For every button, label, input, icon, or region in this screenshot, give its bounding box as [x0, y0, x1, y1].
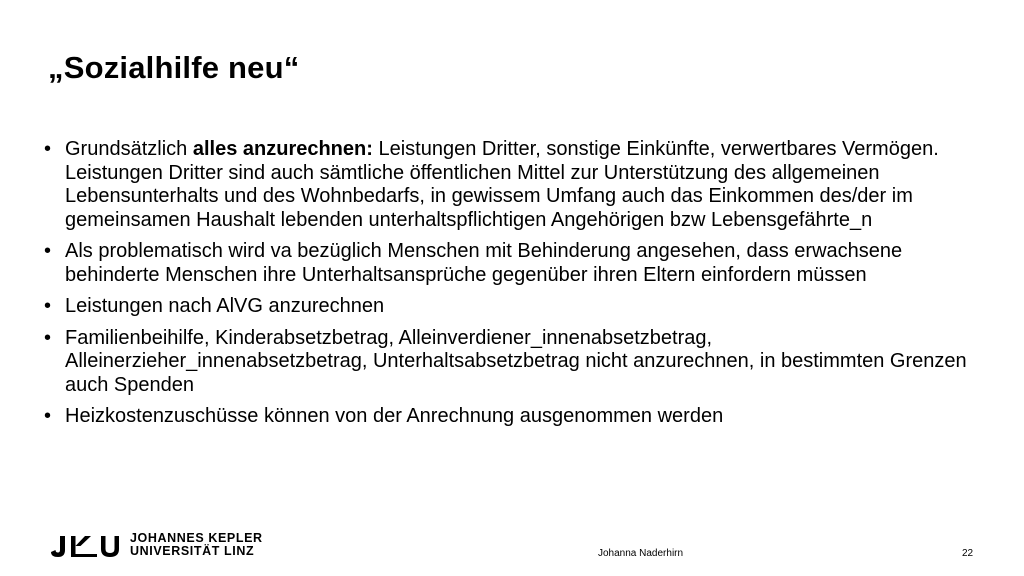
bullet-text-pre: Grundsätzlich	[65, 138, 193, 160]
logo-line-1: JOHANNES KEPLER	[130, 531, 263, 545]
jku-logo-mark	[49, 532, 121, 558]
bullet-text: Heizkostenzuschüsse können von der Anrechnung ausgenommen werden	[65, 405, 724, 427]
bullet-marker: •	[44, 138, 52, 160]
bullet-marker: •	[44, 240, 52, 262]
jku-logo	[49, 532, 263, 558]
bullet-marker: •	[44, 295, 52, 317]
bullet-item-2	[42, 240, 982, 287]
bullet-marker: •	[44, 405, 52, 427]
bullet-item-1	[42, 138, 982, 232]
bullet-item-5	[42, 405, 982, 429]
bullet-text-bold: alles anzurechnen:	[192, 138, 373, 160]
jku-logo-icon	[49, 534, 121, 558]
bullet-item-3	[42, 295, 982, 319]
footer-author: Johanna Naderhirn	[598, 548, 684, 559]
bullet-item-4	[42, 327, 982, 398]
page-number: 22	[962, 548, 974, 559]
slide-title: „Sozialhilfe neu“	[48, 50, 300, 85]
bullet-text: Familienbeihilfe, Kinderabsetzbetrag, Alleinverdiener_innenabsetzbetrag, Alleinerzieher_innenabsetzbetrag, Unterhaltsabsetzbetrag nicht anzurechnen, in bestimmten Grenzen auch Spenden	[65, 326, 967, 396]
jku-wordmark	[130, 532, 263, 558]
bullet-text: Als problematisch wird va bezüglich Menschen mit Behinderung angesehen, dass erwachsene behinderte Menschen ihre Unterhaltsansprüche gegenüber ihren Eltern einfordern müssen	[65, 240, 903, 286]
bullet-marker: •	[44, 326, 52, 349]
logo-line-2: UNIVERSITÄT LINZ	[130, 544, 255, 558]
bullet-text: Leistungen nach AlVG anzurechnen	[65, 295, 385, 317]
bullet-text-post: Leistungen Dritter, sonstige Einkünfte, verwertbares Vermögen. Leistungen Dritter sind auch sämtliche öffentlichen Mittel zur Unterstützung des allgemeinen Lebensunterhalts und des Wohnbedarfs, in gewissem Umfang auch das Einkommen des/der im gemeinsamen Haushalt lebenden unterhaltspflichtigen Angehörigen bzw Lebensgefährte_n	[65, 138, 939, 231]
bullet-list	[42, 138, 982, 437]
